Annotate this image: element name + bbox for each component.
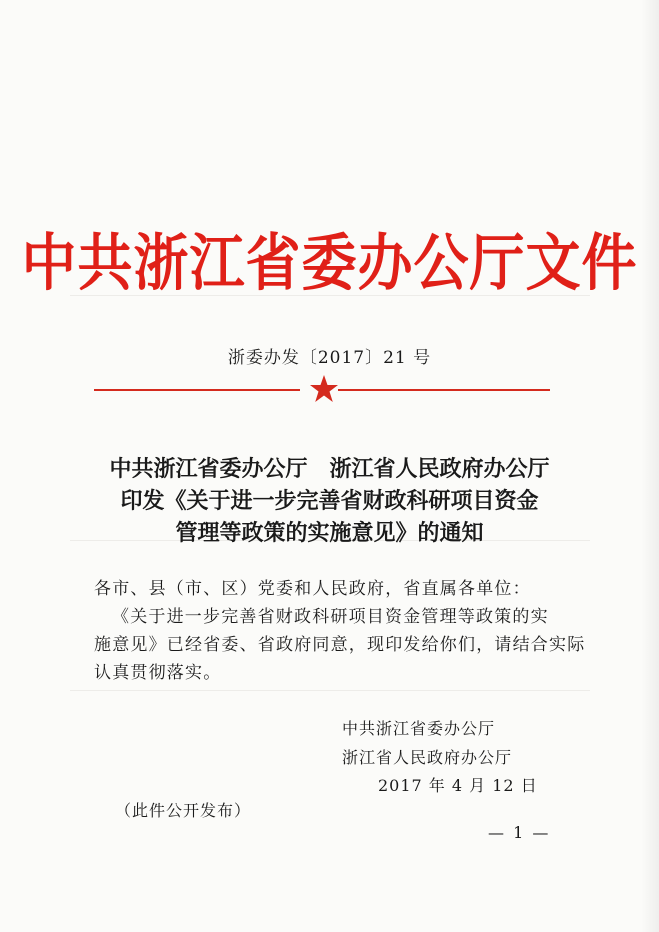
red-divider-right bbox=[338, 389, 550, 391]
signature-org-1: 中共浙江省委办公厅 bbox=[342, 719, 496, 738]
document-number: 浙委办发〔2017〕21 号 bbox=[227, 348, 432, 368]
document-header-title: 中共浙江省委办公厅文件 bbox=[21, 226, 638, 299]
body-paragraph-line-3: 认真贯彻落实。 bbox=[94, 663, 222, 683]
salutation: 各市、县（市、区）党委和人民政府，省直属各单位： bbox=[94, 579, 531, 599]
signature-org-2: 浙江省人民政府办公厅 bbox=[342, 748, 513, 767]
body-paragraph-line-1: 《关于进一步完善省财政科研项目资金管理等政策的实 bbox=[112, 607, 549, 627]
show-through-line bbox=[70, 690, 590, 692]
body-paragraph-line-2: 施意见》已经省委、省政府同意，现印发给你们，请结合实际 bbox=[94, 635, 586, 655]
red-star-icon bbox=[309, 374, 339, 404]
page-number: — 1 — bbox=[488, 823, 551, 842]
notice-title-line-1: 中共浙江省委办公厅 浙江省人民政府办公厅 bbox=[109, 456, 550, 482]
notice-title-line-3: 管理等政策的实施意见》的通知 bbox=[175, 520, 484, 546]
show-through-line bbox=[70, 120, 590, 141]
signature-date: 2017 年 4 月 12 日 bbox=[378, 776, 538, 795]
red-divider-left bbox=[94, 389, 300, 391]
notice-title-line-2: 印发《关于进一步完善省财政科研项目资金 bbox=[120, 488, 539, 514]
public-release-note: （此件公开发布） bbox=[115, 801, 252, 820]
